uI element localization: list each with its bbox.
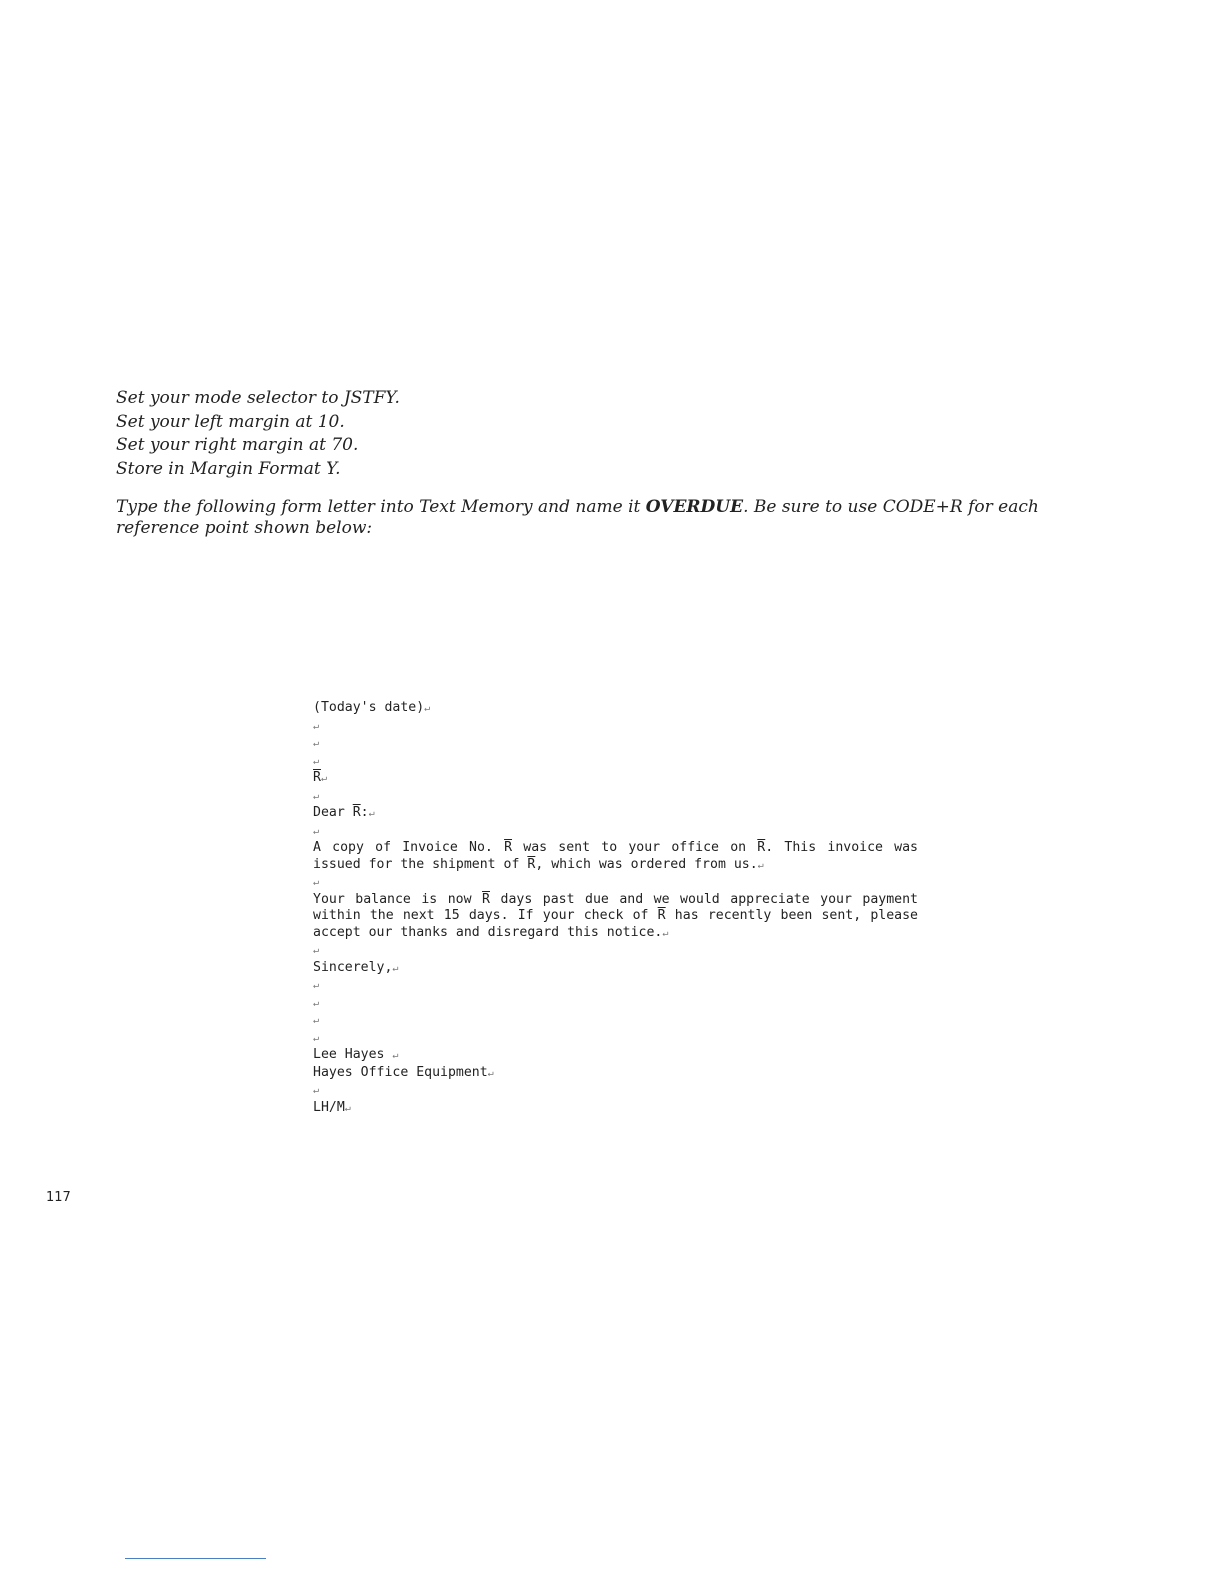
return-icon: ↵	[313, 997, 320, 1009]
return-icon: ↵	[392, 1050, 399, 1061]
letter-date-line	[313, 700, 918, 718]
p2-s2: days past due and we would appreciate your payment within the next 15 days. If your check of	[313, 891, 918, 923]
instruction-right-margin: Set your right margin at 70.	[116, 435, 359, 455]
blank-line	[313, 753, 918, 771]
initials: LH/M	[313, 1099, 345, 1115]
blank-line	[313, 718, 918, 736]
company-name: Hayes Office Equipment	[313, 1064, 488, 1080]
return-icon: ↵	[487, 1067, 494, 1079]
closing-line	[313, 960, 918, 978]
blank-line	[313, 823, 918, 841]
address-line	[313, 770, 918, 788]
p1-s3: . This invoice was issued for the shipment of	[313, 840, 918, 872]
return-icon: ↵	[344, 1102, 351, 1114]
instructions-block	[116, 387, 1116, 539]
salutation-line	[313, 805, 918, 823]
instruction-paragraph	[116, 497, 1116, 539]
reference-mark: $\overline{R}$	[757, 840, 766, 855]
return-icon: ↵	[313, 825, 320, 837]
blank-line	[313, 735, 918, 753]
blank-line	[313, 874, 918, 892]
return-icon: ↵	[313, 980, 320, 991]
blank-line	[313, 942, 918, 960]
page-number: 117	[46, 1190, 71, 1205]
reference-mark: $\overline{R}$	[657, 908, 666, 923]
blank-line	[313, 1082, 918, 1100]
return-icon: ↵	[313, 720, 320, 732]
blank-line	[313, 788, 918, 806]
return-icon: ↵	[368, 808, 375, 819]
paragraph-balance	[313, 892, 918, 943]
instruction-mode: Set your mode selector to JSTFY.	[116, 388, 400, 408]
return-icon: ↵	[424, 703, 431, 714]
return-icon: ↵	[320, 773, 327, 784]
initials-line	[313, 1100, 918, 1118]
reference-mark: $\overline{R}$	[313, 770, 321, 785]
instruction-left-margin: Set your left margin at 10.	[116, 411, 345, 432]
signer-name: Lee Hayes	[313, 1047, 385, 1062]
blank-line	[313, 1030, 918, 1048]
paragraph-invoice	[313, 840, 918, 874]
return-icon: ↵	[313, 1032, 320, 1044]
closing: Sincerely,	[313, 959, 393, 975]
return-icon: ↵	[313, 1015, 320, 1026]
return-icon: ↵	[313, 755, 320, 767]
salutation-suffix: :	[360, 805, 369, 820]
blank-line	[313, 977, 918, 995]
return-icon: ↵	[313, 877, 320, 888]
p1-s2: was sent to your office on	[512, 840, 758, 855]
return-icon: ↵	[757, 859, 764, 871]
p2-s3: has recently been sent, please accept our thanks and disregard this notice.	[313, 908, 918, 940]
p1-s4: , which was ordered from us.	[535, 856, 758, 872]
return-icon: ↵	[313, 945, 320, 956]
form-letter	[313, 700, 918, 1117]
return-icon: ↵	[662, 927, 669, 939]
signer-line	[313, 1047, 918, 1065]
document-name: OVERDUE	[645, 497, 744, 517]
letter-date: (Today's date)	[313, 700, 425, 715]
return-icon: ↵	[313, 1085, 320, 1096]
p1-s1: A copy of Invoice No.	[313, 840, 505, 855]
return-icon: ↵	[313, 790, 320, 802]
reference-mark: $\overline{R}$	[352, 805, 361, 820]
reference-mark: $\overline{R}$	[504, 840, 513, 855]
footer-rule	[125, 1558, 266, 1559]
return-icon: ↵	[392, 962, 399, 974]
blank-line	[313, 995, 918, 1013]
return-icon: ↵	[313, 738, 320, 749]
salutation-prefix: Dear	[313, 805, 353, 820]
p2-s1: Your balance is now	[313, 891, 483, 907]
reference-mark: $\overline{R}$	[527, 856, 536, 872]
reference-mark: $\overline{R}$	[482, 891, 490, 907]
company-line	[313, 1065, 918, 1083]
para-text-pre: Type the following form letter into Text Memory and name it	[116, 497, 646, 517]
blank-line	[313, 1012, 918, 1030]
instruction-store: Store in Margin Format Y.	[116, 458, 341, 479]
para-text-post: . Be sure to use CODE+R for each reference point shown below:	[116, 497, 1039, 538]
